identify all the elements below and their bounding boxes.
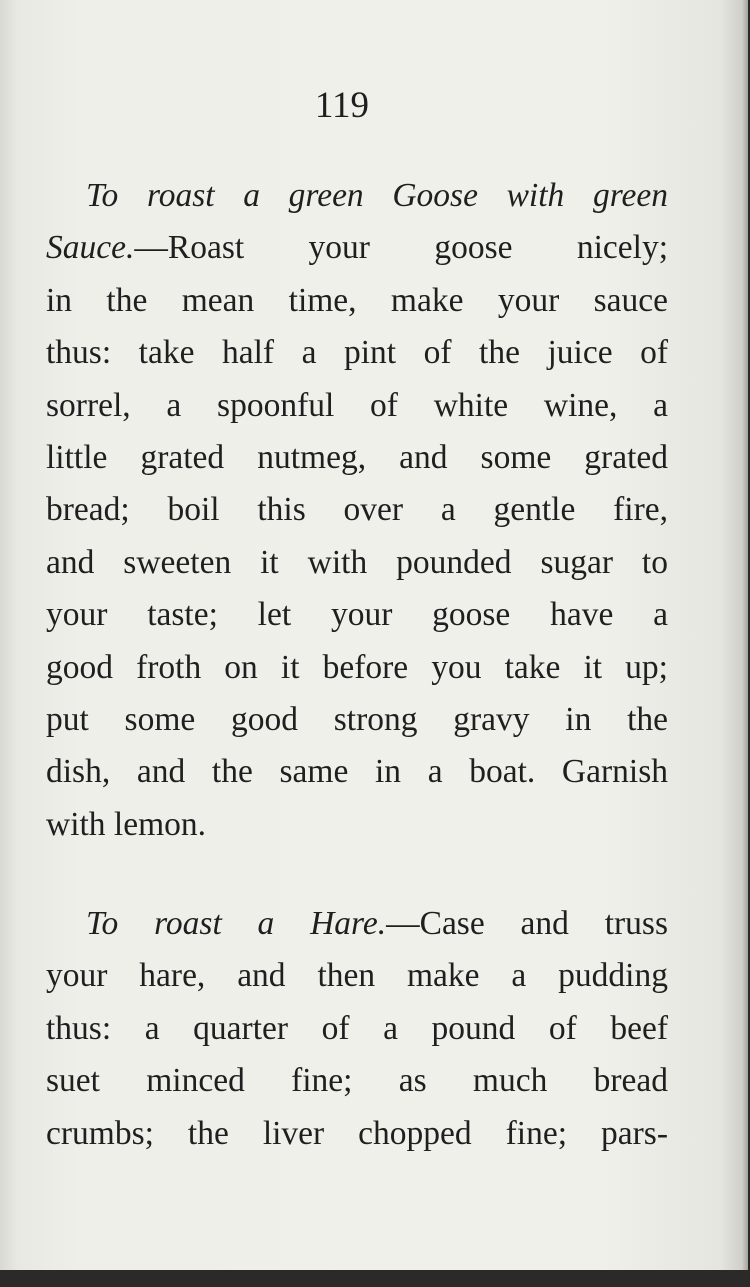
recipe-text-line: your hare, and then make a pudding [46, 957, 668, 995]
recipe-text-line: sorrel, a spoonful of white wine, a [46, 386, 668, 424]
recipe-text-line: suet minced fine; as much bread [46, 1062, 668, 1100]
recipe-roast-hare [46, 898, 668, 1160]
recipe-text-line: thus: a quarter of a pound of beef [46, 1009, 668, 1047]
recipe-title-line: To roast a Hare.—Case and truss [86, 905, 668, 942]
page-number: 119 [314, 85, 370, 126]
recipe-text-line: your taste; let your goose have a [46, 596, 668, 634]
recipe-text-line: bread; boil this over a gentle fire, [46, 491, 668, 529]
recipe-text-line: dish, and the same in a boat. Garnish [46, 753, 668, 791]
recipe-title-line: To roast a green Goose with green [86, 177, 668, 214]
recipe-text-line: good froth on it before you take it up; [46, 648, 668, 686]
recipe-text-line: with lemon. [46, 805, 207, 843]
recipe-text-line: put some good strong gravy in the [46, 701, 668, 739]
recipe-text-line: in the mean time, make your sauce [46, 281, 668, 319]
recipe-text-line: little grated nutmeg, and some grated [46, 439, 668, 477]
recipe-green-goose [46, 170, 668, 851]
recipe-text-line: and sweeten it with pounded sugar to [46, 543, 668, 581]
recipe-text-line: crumbs; the liver chopped fine; pars- [46, 1114, 668, 1152]
recipe-text-line: thus: take half a pint of the juice of [46, 334, 668, 372]
recipe-text-line: Sauce.—Roast your goose nicely; [46, 229, 668, 267]
